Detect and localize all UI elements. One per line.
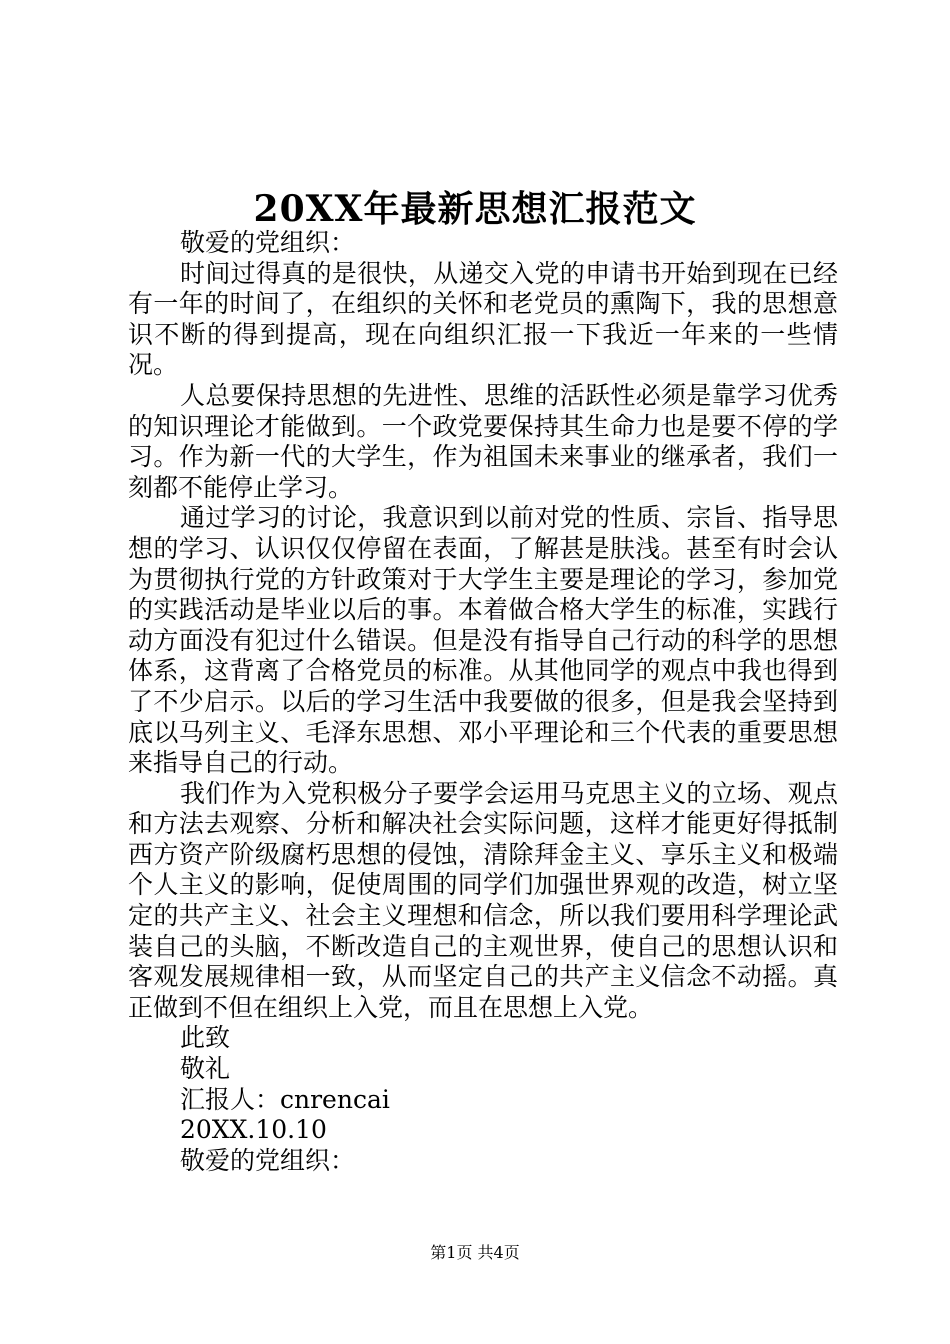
paragraph-4: 我们作为入党积极分子要学会运用马克思主义的立场、观点和方法去观察、分析和解决社会实际问题，这样才能更好得抵制西方资产阶级腐朽思想的侵蚀，清除拜金主义、享乐主义和极端个人主义的影响，促使周围的同学们加强世界观的改造，树立坚定的共产主义、社会主义理想和信念，所以我们要用科学理论武装自己的头脑，不断改造自己的主观世界，使自己的思想认识和客观发展规律相一致，从而坚定自己的共产主义信念不动摇。真正做到不但在组织上入党，而且在思想上入党。 — [128, 778, 838, 1022]
paragraph-1: 时间过得真的是很快，从递交入党的申请书开始到现在已经有一年的时间了，在组织的关怀和老党员的熏陶下，我的思想意识不断的得到提高，现在向组织汇报一下我近一年来的一些情况。 — [128, 258, 838, 380]
page-footer: 第1页 共4页 — [430, 1243, 520, 1262]
document-body — [128, 228, 838, 1176]
closing-jing-li: 敬礼 — [180, 1054, 231, 1084]
date-line: 20XX.10.10 — [180, 1115, 327, 1145]
paragraph-3: 通过学习的讨论，我意识到以前对党的性质、宗旨、指导思想的学习、认识仅仅停留在表面，了解甚是肤浅。甚至有时会认为贯彻执行党的方针政策对于大学生主要是理论的学习，参加党的实践活动是毕业以后的事。本着做合格大学生的标准，实践行动方面没有犯过什么错误。但是没有指导自己行动的科学的思想体系，这背离了合格党员的标准。从其他同学的观点中我也得到了不少启示。以后的学习生活中我要做的很多，但是我会坚持到底以马列主义、毛泽东思想、邓小平理论和三个代表的重要思想来指导自己的行动。 — [128, 503, 838, 778]
paragraph-2: 人总要保持思想的先进性、思维的活跃性必须是靠学习优秀的知识理论才能做到。一个政党要保持其生命力也是要不停的学习。作为新一代的大学生，作为祖国未来事业的继承者，我们一刻都不能停止学习。 — [128, 380, 838, 502]
salutation-repeat: 敬爱的党组织： — [180, 1145, 356, 1175]
closing-ci-zhi: 此致 — [180, 1023, 231, 1053]
document-title: 20XX年最新思想汇报范文 — [253, 188, 697, 230]
salutation: 敬爱的党组织： — [180, 228, 356, 257]
reporter-line: 汇报人：cnrencai — [180, 1084, 390, 1114]
